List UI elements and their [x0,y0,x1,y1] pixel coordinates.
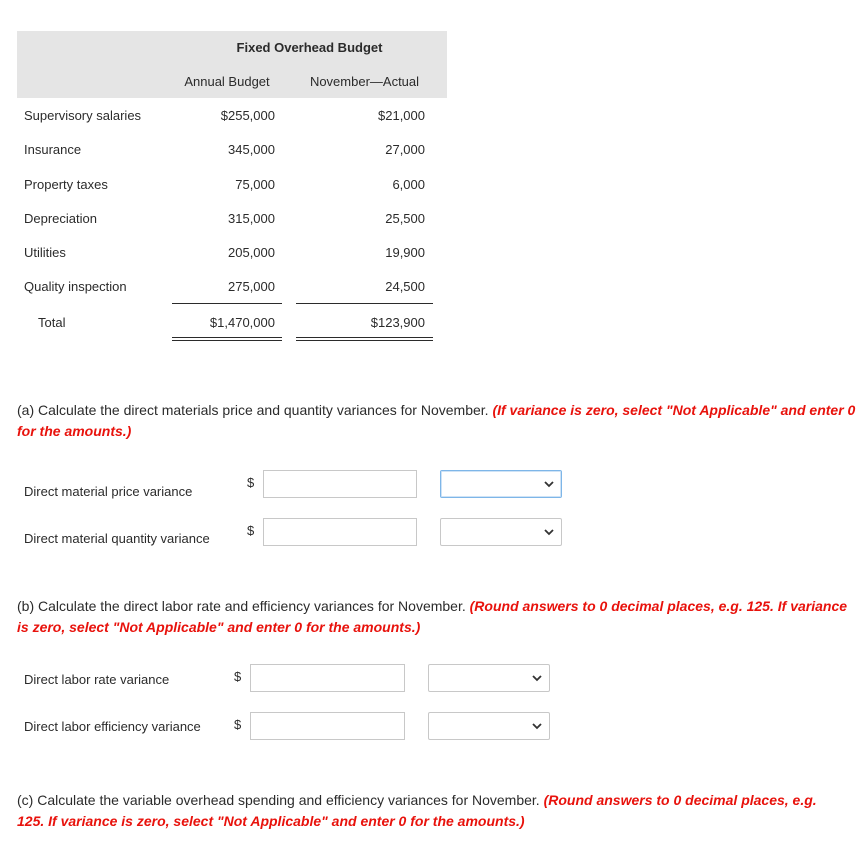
row-annual: 205,000 [228,245,275,260]
row-label: Insurance [24,142,82,157]
total-double-rule [296,337,433,338]
question-b-instruction: (Round answers to 0 decimal places, e.g. 125. If variance is zero, select "Not Applicable" and enter 0 for the amounts.) [17,598,848,635]
row-annual: 275,000 [228,279,275,294]
row-label: Direct material quantity variance [24,531,210,546]
row-actual: $21,000 [378,108,425,123]
currency-symbol: $ [234,717,242,732]
currency-symbol: $ [247,475,255,490]
row-label: Property taxes [24,177,108,192]
row-label: Direct labor efficiency variance [24,719,201,734]
row-label: Quality inspection [24,279,127,294]
chevron-down-icon [544,527,554,537]
row-actual: 19,900 [385,245,425,260]
total-annual: $1,470,000 [209,315,275,330]
material-price-variance-input[interactable] [263,470,417,498]
row-label: Direct labor rate variance [24,672,170,687]
question-c-text: (c) Calculate the variable overhead spending and efficiency variances for November. [17,792,540,808]
question-a-text: (a) Calculate the direct materials price and quantity variances for November. [17,402,489,418]
col-annual-budget: Annual Budget [184,74,270,89]
total-actual: $123,900 [370,315,425,330]
chevron-down-icon [532,721,542,731]
currency-symbol: $ [234,669,242,684]
budget-title: Fixed Overhead Budget [236,40,383,55]
chevron-down-icon [544,479,554,489]
chevron-down-icon [532,673,542,683]
question-a-instruction: (If variance is zero, select "Not Applicable" and enter 0 for the amounts.) [17,402,856,439]
row-actual: 24,500 [385,279,425,294]
question-b-text: (b) Calculate the direct labor rate and efficiency variances for November. [17,598,466,614]
material-quantity-variance-input[interactable] [263,518,417,546]
currency-symbol: $ [247,523,255,538]
row-annual: 75,000 [235,177,275,192]
row-label: Supervisory salaries [24,108,142,123]
subtotal-rule [296,303,433,304]
question-c [17,790,847,832]
row-annual: 345,000 [228,142,275,157]
row-annual: $255,000 [220,108,275,123]
row-label: Depreciation [24,211,97,226]
total-double-rule [172,337,282,338]
question-b [17,596,857,638]
row-actual: 25,500 [385,211,425,226]
row-actual: 27,000 [385,142,425,157]
question-a [17,400,857,442]
row-actual: 6,000 [392,177,425,192]
subtotal-rule [172,303,282,304]
labor-rate-variance-select[interactable] [428,664,550,692]
labor-efficiency-variance-input[interactable] [250,712,405,740]
total-label: Total [38,315,66,330]
labor-rate-variance-input[interactable] [250,664,405,692]
material-price-variance-select[interactable] [440,470,562,498]
row-label: Utilities [24,245,66,260]
material-quantity-variance-select[interactable] [440,518,562,546]
row-annual: 315,000 [228,211,275,226]
question-c-instruction: (Round answers to 0 decimal places, e.g. 125. If variance is zero, select "Not Applicable" and enter 0 for the amounts.) [17,792,817,829]
col-november-actual: November—Actual [309,74,420,89]
row-label: Direct material price variance [24,484,193,499]
labor-efficiency-variance-select[interactable] [428,712,550,740]
total-double-rule [172,340,282,341]
total-double-rule [296,340,433,341]
